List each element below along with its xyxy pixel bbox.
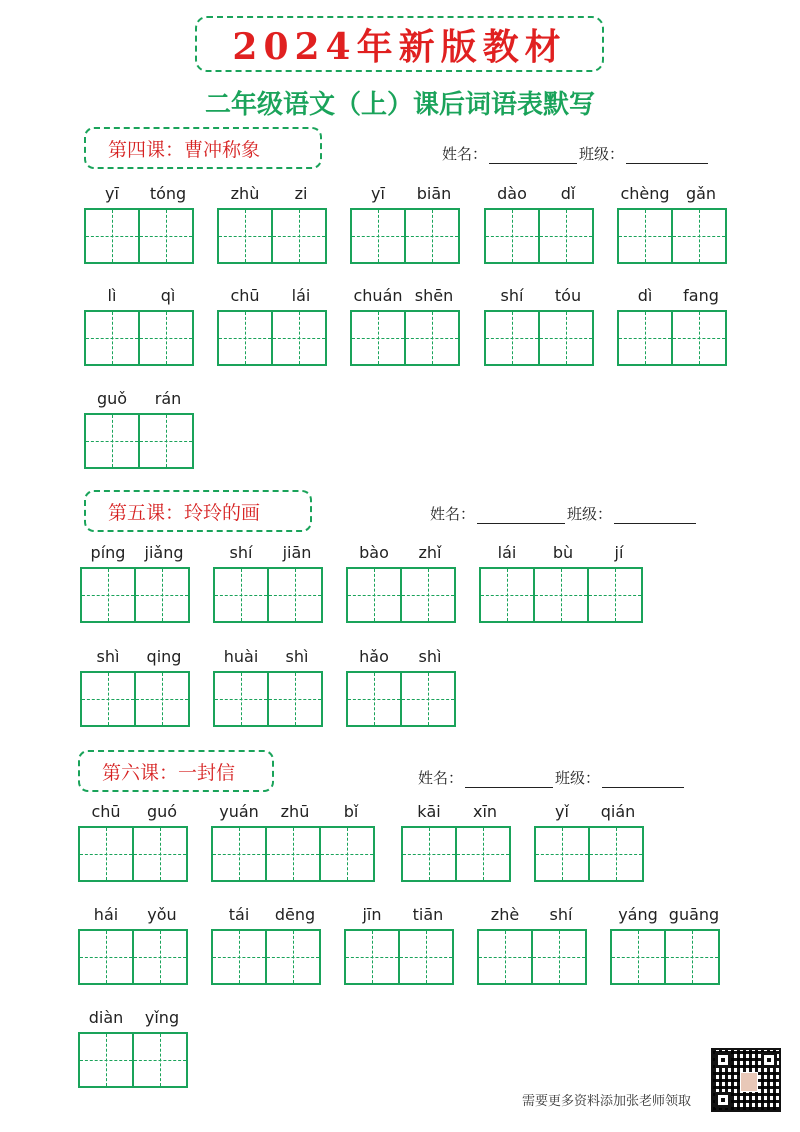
writing-cell[interactable] [588, 826, 644, 882]
word-item [484, 282, 596, 366]
pinyin-syllable: shí [500, 286, 524, 305]
word-item [477, 901, 589, 985]
pinyin-syllable: tái [228, 905, 250, 924]
writing-cell[interactable] [344, 929, 400, 985]
writing-cell[interactable] [587, 567, 643, 623]
pinyin-syllable: biān [416, 184, 452, 203]
writing-cell[interactable] [84, 310, 140, 366]
pinyin-syllable: hái [93, 905, 119, 924]
word-item [617, 180, 729, 264]
word-item [479, 539, 647, 623]
writing-cell[interactable] [534, 826, 590, 882]
pinyin-row [401, 798, 513, 826]
writing-cell[interactable] [477, 929, 533, 985]
pinyin-syllable: dì [637, 286, 653, 305]
pinyin-syllable: jiān [282, 543, 312, 562]
word-item [211, 901, 323, 985]
writing-cell[interactable] [610, 929, 666, 985]
pinyin-syllable: bù [552, 543, 574, 562]
writing-grid [346, 671, 458, 727]
writing-grid [617, 310, 729, 366]
name-class-line [430, 503, 698, 524]
word-item [217, 282, 329, 366]
name-blank[interactable] [489, 147, 577, 164]
writing-cell[interactable] [213, 567, 269, 623]
writing-grid [80, 671, 192, 727]
pinyin-syllable: zhè [490, 905, 520, 924]
class-blank[interactable] [602, 771, 684, 788]
writing-cell[interactable] [538, 208, 594, 264]
writing-cell[interactable] [80, 671, 136, 727]
pinyin-row [350, 180, 462, 208]
pinyin-syllable: dǐ [560, 184, 576, 203]
word-item [610, 901, 722, 985]
pinyin-syllable: chèng [620, 184, 670, 203]
lesson-title: 第六课：一封信 [102, 761, 236, 784]
writing-grid [617, 208, 729, 264]
pinyin-row [84, 180, 196, 208]
word-item [617, 282, 729, 366]
pinyin-row [84, 385, 196, 413]
pinyin-syllable: fang [683, 286, 719, 305]
pinyin-row [211, 901, 323, 929]
pinyin-row [484, 282, 596, 310]
writing-grid [211, 929, 323, 985]
word-item [350, 282, 462, 366]
page-subtitle: 二年级语文（上）课后词语表默写 [204, 90, 595, 120]
class-label: 班级： [567, 505, 613, 523]
pinyin-syllable: dēng [274, 905, 316, 924]
writing-grid [84, 413, 196, 469]
pinyin-row [213, 643, 325, 671]
pinyin-syllable: yáng [618, 905, 658, 924]
writing-cell[interactable] [213, 671, 269, 727]
pinyin-syllable: lì [107, 286, 117, 305]
writing-cell[interactable] [346, 567, 402, 623]
pinyin-row [213, 539, 325, 567]
pinyin-row [610, 901, 722, 929]
pinyin-syllable: rán [154, 389, 182, 408]
pinyin-syllable: xīn [472, 802, 498, 821]
writing-grid [213, 671, 325, 727]
writing-grid [344, 929, 456, 985]
word-item [344, 901, 456, 985]
pinyin-syllable: huài [223, 647, 259, 666]
class-blank[interactable] [626, 147, 708, 164]
pinyin-syllable: jí [614, 543, 624, 562]
writing-cell[interactable] [134, 567, 190, 623]
writing-cell[interactable] [533, 567, 589, 623]
writing-cell[interactable] [484, 310, 540, 366]
pinyin-row [84, 282, 196, 310]
pinyin-syllable: qing [146, 647, 182, 666]
writing-cell[interactable] [211, 826, 267, 882]
writing-grid [346, 567, 458, 623]
lesson-title: 第五课：玲玲的画 [108, 501, 261, 524]
writing-cell[interactable] [531, 929, 587, 985]
word-item [350, 180, 462, 264]
writing-cell[interactable] [401, 826, 457, 882]
writing-grid [350, 208, 462, 264]
writing-cell[interactable] [350, 310, 406, 366]
word-item [78, 798, 190, 882]
qr-code [711, 1048, 781, 1112]
word-item [78, 1004, 190, 1088]
writing-cell[interactable] [404, 310, 460, 366]
qr-finder [715, 1052, 731, 1068]
writing-cell[interactable] [132, 929, 188, 985]
writing-cell[interactable] [319, 826, 375, 882]
word-item [217, 180, 329, 264]
pinyin-syllable: chū [230, 286, 260, 305]
lesson-title: 第四课：曹冲称象 [108, 138, 261, 161]
word-item [401, 798, 513, 882]
pinyin-syllable: lái [497, 543, 517, 562]
word-item [80, 539, 192, 623]
pinyin-row [78, 798, 190, 826]
writing-grid [484, 310, 596, 366]
pinyin-row [346, 643, 458, 671]
word-item [534, 798, 646, 882]
pinyin-row [346, 539, 458, 567]
writing-grid [610, 929, 722, 985]
writing-grid [479, 567, 647, 623]
pinyin-syllable: zhù [230, 184, 260, 203]
pinyin-syllable: qì [160, 286, 176, 305]
pinyin-syllable: yī [371, 184, 385, 203]
writing-grid [78, 1032, 190, 1088]
writing-grid [78, 929, 190, 985]
pinyin-syllable: píng [90, 543, 126, 562]
pinyin-row [78, 901, 190, 929]
writing-grid [84, 208, 196, 264]
pinyin-syllable: zhǐ [418, 543, 442, 562]
writing-cell[interactable] [346, 671, 402, 727]
writing-cell[interactable] [404, 208, 460, 264]
writing-cell[interactable] [78, 1032, 134, 1088]
pinyin-syllable: zhū [280, 802, 310, 821]
writing-grid [213, 567, 325, 623]
pinyin-row [80, 643, 192, 671]
writing-cell[interactable] [217, 310, 273, 366]
pinyin-syllable: lái [291, 286, 311, 305]
pinyin-syllable: yǐng [144, 1008, 180, 1027]
pinyin-syllable: kāi [417, 802, 441, 821]
writing-cell[interactable] [132, 1032, 188, 1088]
writing-cell[interactable] [265, 929, 321, 985]
word-item [84, 180, 196, 264]
pinyin-syllable: yǒu [147, 905, 177, 924]
writing-grid [217, 208, 329, 264]
word-item [213, 643, 325, 727]
writing-cell[interactable] [484, 208, 540, 264]
pinyin-syllable: hǎo [359, 647, 389, 666]
pinyin-syllable: chuán [353, 286, 403, 305]
name-label: 姓名： [430, 505, 476, 523]
pinyin-row [211, 798, 379, 826]
word-item [346, 643, 458, 727]
writing-grid [484, 208, 596, 264]
writing-grid [84, 310, 196, 366]
pinyin-syllable: yuán [219, 802, 259, 821]
qr-avatar-image [740, 1072, 758, 1092]
writing-cell[interactable] [78, 826, 134, 882]
pinyin-syllable: guāng [668, 905, 720, 924]
pinyin-syllable: jiǎng [144, 543, 184, 562]
pinyin-row [80, 539, 192, 567]
word-item [78, 901, 190, 985]
lesson-title-box [78, 750, 274, 792]
name-class-line [418, 767, 686, 788]
writing-grid [477, 929, 589, 985]
pinyin-syllable: qián [600, 802, 636, 821]
writing-cell[interactable] [400, 567, 456, 623]
writing-cell[interactable] [617, 310, 673, 366]
pinyin-row [217, 180, 329, 208]
footer-note: 需要更多资料添加张老师领取 [522, 1094, 692, 1109]
pinyin-syllable: guó [146, 802, 178, 821]
writing-cell[interactable] [138, 413, 194, 469]
writing-cell[interactable] [455, 826, 511, 882]
writing-cell[interactable] [671, 310, 727, 366]
writing-cell[interactable] [400, 671, 456, 727]
writing-cell[interactable] [538, 310, 594, 366]
pinyin-row [617, 282, 729, 310]
class-label: 班级： [555, 769, 601, 787]
writing-cell[interactable] [134, 671, 190, 727]
pinyin-syllable: guǒ [96, 389, 128, 408]
pinyin-syllable: dào [497, 184, 527, 203]
word-item [84, 385, 196, 469]
pinyin-row [344, 901, 456, 929]
lesson-title-box [84, 490, 312, 532]
name-blank[interactable] [465, 771, 553, 788]
page-title: 2024年新版教材 [232, 25, 567, 68]
pinyin-syllable: tóng [149, 184, 187, 203]
pinyin-syllable: yī [105, 184, 119, 203]
writing-grid [217, 310, 329, 366]
qr-finder [715, 1092, 731, 1108]
pinyin-row [484, 180, 596, 208]
writing-cell[interactable] [267, 567, 323, 623]
qr-finder [761, 1052, 777, 1068]
writing-cell[interactable] [271, 208, 327, 264]
writing-cell[interactable] [265, 826, 321, 882]
pinyin-syllable: tiān [412, 905, 444, 924]
pinyin-syllable: diàn [88, 1008, 124, 1027]
class-blank[interactable] [614, 507, 696, 524]
writing-grid [78, 826, 190, 882]
writing-cell[interactable] [78, 929, 134, 985]
pinyin-syllable: shì [96, 647, 120, 666]
writing-cell[interactable] [217, 208, 273, 264]
writing-cell[interactable] [350, 208, 406, 264]
writing-cell[interactable] [138, 310, 194, 366]
pinyin-syllable: tóu [554, 286, 582, 305]
writing-cell[interactable] [479, 567, 535, 623]
word-item [84, 282, 196, 366]
lesson-title-box [84, 127, 322, 169]
pinyin-syllable: zi [294, 184, 308, 203]
pinyin-row [477, 901, 589, 929]
writing-grid [80, 567, 192, 623]
pinyin-syllable: bào [359, 543, 389, 562]
word-item [211, 798, 379, 882]
writing-cell[interactable] [211, 929, 267, 985]
pinyin-syllable: yǐ [555, 802, 569, 821]
writing-cell[interactable] [267, 671, 323, 727]
writing-cell[interactable] [617, 208, 673, 264]
name-class-line [442, 143, 710, 164]
title-banner [195, 16, 604, 72]
writing-grid [534, 826, 646, 882]
writing-grid [350, 310, 462, 366]
pinyin-syllable: jīn [362, 905, 382, 924]
writing-cell[interactable] [138, 208, 194, 264]
pinyin-syllable: shí [229, 543, 253, 562]
writing-cell[interactable] [84, 208, 140, 264]
class-label: 班级： [579, 145, 625, 163]
writing-grid [401, 826, 513, 882]
name-blank[interactable] [477, 507, 565, 524]
writing-cell[interactable] [132, 826, 188, 882]
name-label: 姓名： [418, 769, 464, 787]
word-item [80, 643, 192, 727]
pinyin-syllable: shì [285, 647, 309, 666]
pinyin-row [78, 1004, 190, 1032]
writing-cell[interactable] [398, 929, 454, 985]
pinyin-row [617, 180, 729, 208]
pinyin-syllable: shēn [414, 286, 454, 305]
pinyin-row [350, 282, 462, 310]
word-item [213, 539, 325, 623]
pinyin-syllable: bǐ [343, 802, 359, 821]
name-label: 姓名： [442, 145, 488, 163]
word-item [484, 180, 596, 264]
writing-cell[interactable] [664, 929, 720, 985]
pinyin-syllable: shí [549, 905, 573, 924]
pinyin-row [534, 798, 646, 826]
writing-cell[interactable] [271, 310, 327, 366]
pinyin-row [479, 539, 647, 567]
word-item [346, 539, 458, 623]
writing-grid [211, 826, 379, 882]
pinyin-syllable: gǎn [685, 184, 717, 203]
writing-cell[interactable] [84, 413, 140, 469]
pinyin-syllable: chū [91, 802, 121, 821]
writing-cell[interactable] [671, 208, 727, 264]
pinyin-row [217, 282, 329, 310]
writing-cell[interactable] [80, 567, 136, 623]
pinyin-syllable: shì [418, 647, 442, 666]
